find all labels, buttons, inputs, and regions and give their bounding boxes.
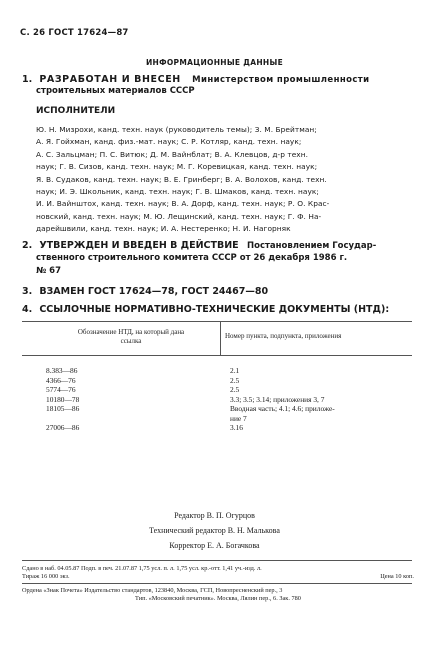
- table-top-rule: [22, 321, 412, 322]
- table-cell-ref: 3.16: [230, 423, 243, 432]
- executors-heading: ИСПОЛНИТЕЛИ: [36, 106, 116, 116]
- tech-editor-credit: Технический редактор В. Н. Малькова: [149, 526, 280, 535]
- table-cell-doc: [46, 414, 216, 424]
- imprint-line: Сдано в наб. 04.05.87 Подп. в печ. 21.07.87 1,75 усл. п. л. 1,75 усл. кр.-отт. 1,41 уч.-изд. л.: [22, 565, 262, 572]
- section-2-heading: [22, 240, 412, 252]
- section-1-line2: строительных материалов СССР: [36, 86, 195, 96]
- imprint-price: Цена 10 коп.: [380, 573, 414, 581]
- section-2-rest: Постановлением Государ-: [246, 241, 377, 251]
- page-title: ИНФОРМАЦИОННЫЕ ДАННЫЕ: [145, 58, 284, 67]
- section-2-bold: УТВЕРЖДЕН И ВВЕДЕН В ДЕЙСТВИЕ: [39, 240, 239, 251]
- section-1-rest: Министерством промышленности: [192, 75, 370, 85]
- table-col2-header: Номер пункта, подпункта, приложения: [225, 332, 342, 340]
- table-cell-ref: 2.5: [230, 385, 240, 394]
- section-3-heading: [22, 286, 268, 298]
- executors-line: наук; Г. В. Сизов, канд. техн. наук; М. Г. Коревицкая, канд. техн. наук;: [36, 162, 318, 172]
- table-col1-header: [46, 328, 216, 346]
- table-col2: [230, 366, 415, 433]
- table-cell-doc: 10180—78: [46, 394, 80, 404]
- section-4-number: 4.: [22, 304, 33, 315]
- section-1-heading: [22, 74, 412, 86]
- imprint-bottom-rule: [22, 583, 412, 584]
- executors-line: новский, канд. техн. наук; М. Ю. Лещинский, канд. техн. наук; Г. Ф. На-: [36, 211, 322, 221]
- imprint-print-details: [22, 565, 414, 581]
- executors-line: наук; И. Э. Школьник, канд. техн. наук; Г. В. Шмаков, канд. техн. наук;: [36, 187, 319, 197]
- imprint-line: Ордена «Знак Почета» Издательство стандартов, 123840, Москва, ГСП, Новопресненский пер., 3: [22, 587, 283, 594]
- executors-line: Ю. Н. Мизрохи, канд. техн. наук (руководитель темы); З. М. Брейтман;: [36, 125, 317, 134]
- section-4-heading: [22, 304, 389, 316]
- imprint-top-rule: [22, 560, 412, 561]
- imprint-circulation: Тираж 16 000 экз.: [22, 573, 70, 581]
- editor-credit: Редактор В. П. Огурцов: [174, 511, 255, 520]
- section-2-number: 2.: [22, 240, 33, 251]
- section-2-line2: ственного строительного комитета СССР от 26 декабря 1986 г.: [36, 253, 348, 263]
- section-3-text: ВЗАМЕН ГОСТ 17624—78, ГОСТ 24467—80: [39, 286, 269, 297]
- table-cell-doc: 18105—86: [46, 404, 80, 413]
- table-col1-header-line: Обозначение НТД, на который дана: [77, 328, 185, 336]
- section-2-line3: № 67: [36, 266, 62, 276]
- credits: [0, 508, 429, 553]
- corrector-credit: Корректор Е. А. Богачкова: [169, 541, 260, 550]
- table-col1-header-line: ссылка: [120, 337, 142, 345]
- executors-line: А. Я. Гойхман, канд. физ.-мат. наук; С. Р. Котляр, канд. техн. наук;: [36, 137, 302, 147]
- table-col-divider: [220, 322, 221, 355]
- executors-line: дарейшвили, канд. техн. наук; И. А. Нестеренко; Н. И. Нагорняк: [36, 224, 291, 234]
- imprint-line: Тип. «Московский печатник». Москва, Лялин пер., 6. Зак. 780: [135, 595, 301, 603]
- section-1-number: 1.: [22, 74, 33, 85]
- table-header-rule: [22, 355, 412, 356]
- table-cell-ref: ние 7: [230, 413, 247, 423]
- table-col1: [46, 366, 216, 433]
- executors-line: Я. В. Судаков, канд. техн. наук; В. Е. Гринберг; В. А. Волохов, канд. техн.: [36, 174, 327, 184]
- table-cell-doc: 27006—86: [46, 423, 80, 432]
- executors-line: И. И. Вайнштох, канд. техн. наук; В. А. Дорф, канд. техн. наук; Р. О. Крас-: [36, 199, 330, 209]
- table-cell-ref: 3.3; 3.5; 3.14; приложения 3, 7: [230, 394, 325, 404]
- table-cell-doc: 5774—76: [46, 385, 76, 394]
- table-cell-ref: 2.1: [230, 366, 240, 375]
- table-cell-doc: 8.383—86: [46, 366, 78, 375]
- imprint-publisher: [22, 587, 414, 603]
- table-cell-ref: Вводная часть; 4.1; 4.6; приложе-: [230, 404, 335, 413]
- imprint-line: [22, 573, 414, 581]
- executors-line: А. С. Зальцман; П. С. Витюк; Д. М. Вайнблат; В. А. Клевцов, д-р техн.: [36, 149, 308, 159]
- executors-list: [36, 124, 412, 236]
- table-cell-ref: 2.5: [230, 375, 240, 385]
- section-4-text: ССЫЛОЧНЫЕ НОРМАТИВНО-ТЕХНИЧЕСКИЕ ДОКУМЕНТЫ (НТД):: [39, 304, 390, 315]
- section-1-bold: РАЗРАБОТАН И ВНЕСЕН: [39, 74, 181, 85]
- section-3-number: 3.: [22, 286, 33, 297]
- page-header: С. 26 ГОСТ 17624—87: [20, 28, 129, 38]
- table-cell-doc: 4366—76: [46, 375, 76, 385]
